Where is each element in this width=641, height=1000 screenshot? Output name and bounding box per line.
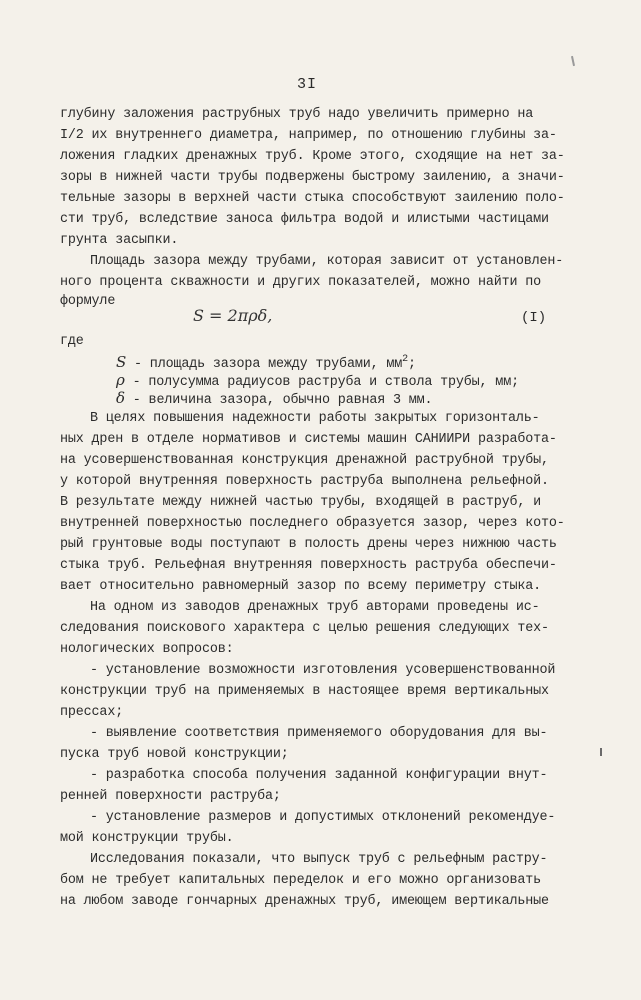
list-item: - разработка способа получения заданной конфигурации внут- bbox=[90, 768, 548, 783]
text-line: В целях повышения надежности работы закрытых горизонталь- bbox=[90, 411, 540, 426]
text-line: ложения гладких дренажных труб. Кроме этого, сходящие на нет за- bbox=[60, 149, 565, 164]
text-line: зоры в нижней части трубы подвержены быстрому заилению, а значи- bbox=[60, 170, 565, 185]
text-line: рый грунтовые воды поступают в полость дрены через нижнюю часть bbox=[60, 537, 557, 552]
list-item: - установление возможности изготовления усовершенствованной bbox=[90, 663, 556, 678]
text-line: нологических вопросов: bbox=[60, 642, 234, 657]
text-line: мой конструкции трубы. bbox=[60, 831, 234, 846]
text-line: бом не требует капитальных переделок и его можно организовать bbox=[60, 873, 542, 888]
text-line: Исследования показали, что выпуск труб с рельефным растру- bbox=[90, 852, 548, 867]
text-line: ного процента скважности и других показателей, можно найти по bbox=[60, 275, 542, 290]
list-item: - установление размеров и допустимых отклонений рекомендуе- bbox=[90, 810, 556, 825]
text-line: на усовершенствованная конструкция дренажной раструбной трубы, bbox=[60, 453, 549, 468]
list-item: - выявление соответствия применяемого оборудования для вы- bbox=[90, 726, 548, 741]
text-line: ренней поверхности раструба; bbox=[60, 789, 281, 804]
text-line: грунта засыпки. bbox=[60, 233, 179, 248]
where-label: где bbox=[60, 334, 84, 349]
scan-mark bbox=[600, 748, 602, 756]
text-line: ных дрен в отделе нормативов и системы машин САНИИРИ разработа- bbox=[60, 432, 557, 447]
text-line: глубину заложения раструбных труб надо увеличить примерно на bbox=[60, 107, 534, 122]
text-line: I/2 их внутреннего диаметра, например, по отношению глубины за- bbox=[60, 128, 557, 143]
text-line: конструкции труб на применяемых в настоящее время вертикальных bbox=[60, 684, 549, 699]
symbol: ρ bbox=[116, 371, 125, 389]
definition-tail: ; bbox=[408, 357, 416, 372]
text-line: Площадь зазора между трубами, которая зависит от установлен- bbox=[90, 254, 564, 269]
text-line: сти труб, вследствие заноса фильтра водой и илистыми частицами bbox=[60, 212, 549, 227]
equation-number: (I) bbox=[521, 310, 547, 326]
text-line: стыка труб. Рельефная внутренняя поверхность раструба обеспечи- bbox=[60, 558, 557, 573]
text-line: следования поискового характера с целью решения следующих тех- bbox=[60, 621, 549, 636]
definition-text: - величина зазора, обычно равная 3 мм. bbox=[132, 393, 433, 408]
symbol: δ bbox=[116, 389, 125, 407]
definition-line bbox=[116, 354, 416, 373]
text-line: В результате между нижней частью трубы, входящей в раструб, и bbox=[60, 495, 542, 510]
text-line: у которой внутренняя поверхность раструба выполнена рельефной. bbox=[60, 474, 549, 489]
formula: S = 2πρδ, bbox=[193, 306, 273, 325]
text-line: прессах; bbox=[60, 705, 124, 720]
text-line: на любом заводе гончарных дренажных труб, имеющем вертикальные bbox=[60, 894, 549, 909]
definition-line bbox=[116, 390, 432, 409]
page-number: 3I bbox=[297, 76, 318, 93]
text-line: формуле bbox=[60, 294, 116, 309]
superscript: 2 bbox=[402, 354, 409, 365]
definition-text: - площадь зазора между трубами, мм bbox=[134, 357, 403, 372]
scan-mark bbox=[571, 56, 575, 66]
text-line: вает относительно равномерный зазор по всему периметру стыка. bbox=[60, 579, 542, 594]
text-line: внутренней поверхностью последнего образуется зазор, через кото- bbox=[60, 516, 565, 531]
symbol: S bbox=[116, 353, 127, 371]
definition-text: - полусумма радиусов раструба и ствола трубы, мм; bbox=[132, 375, 519, 390]
text-line: На одном из заводов дренажных труб авторами проведены ис- bbox=[90, 600, 540, 615]
text-line: пуска труб новой конструкции; bbox=[60, 747, 289, 762]
definition-line bbox=[116, 372, 519, 391]
text-line: тельные зазоры в верхней части стыка способствуют заилению поло- bbox=[60, 191, 565, 206]
